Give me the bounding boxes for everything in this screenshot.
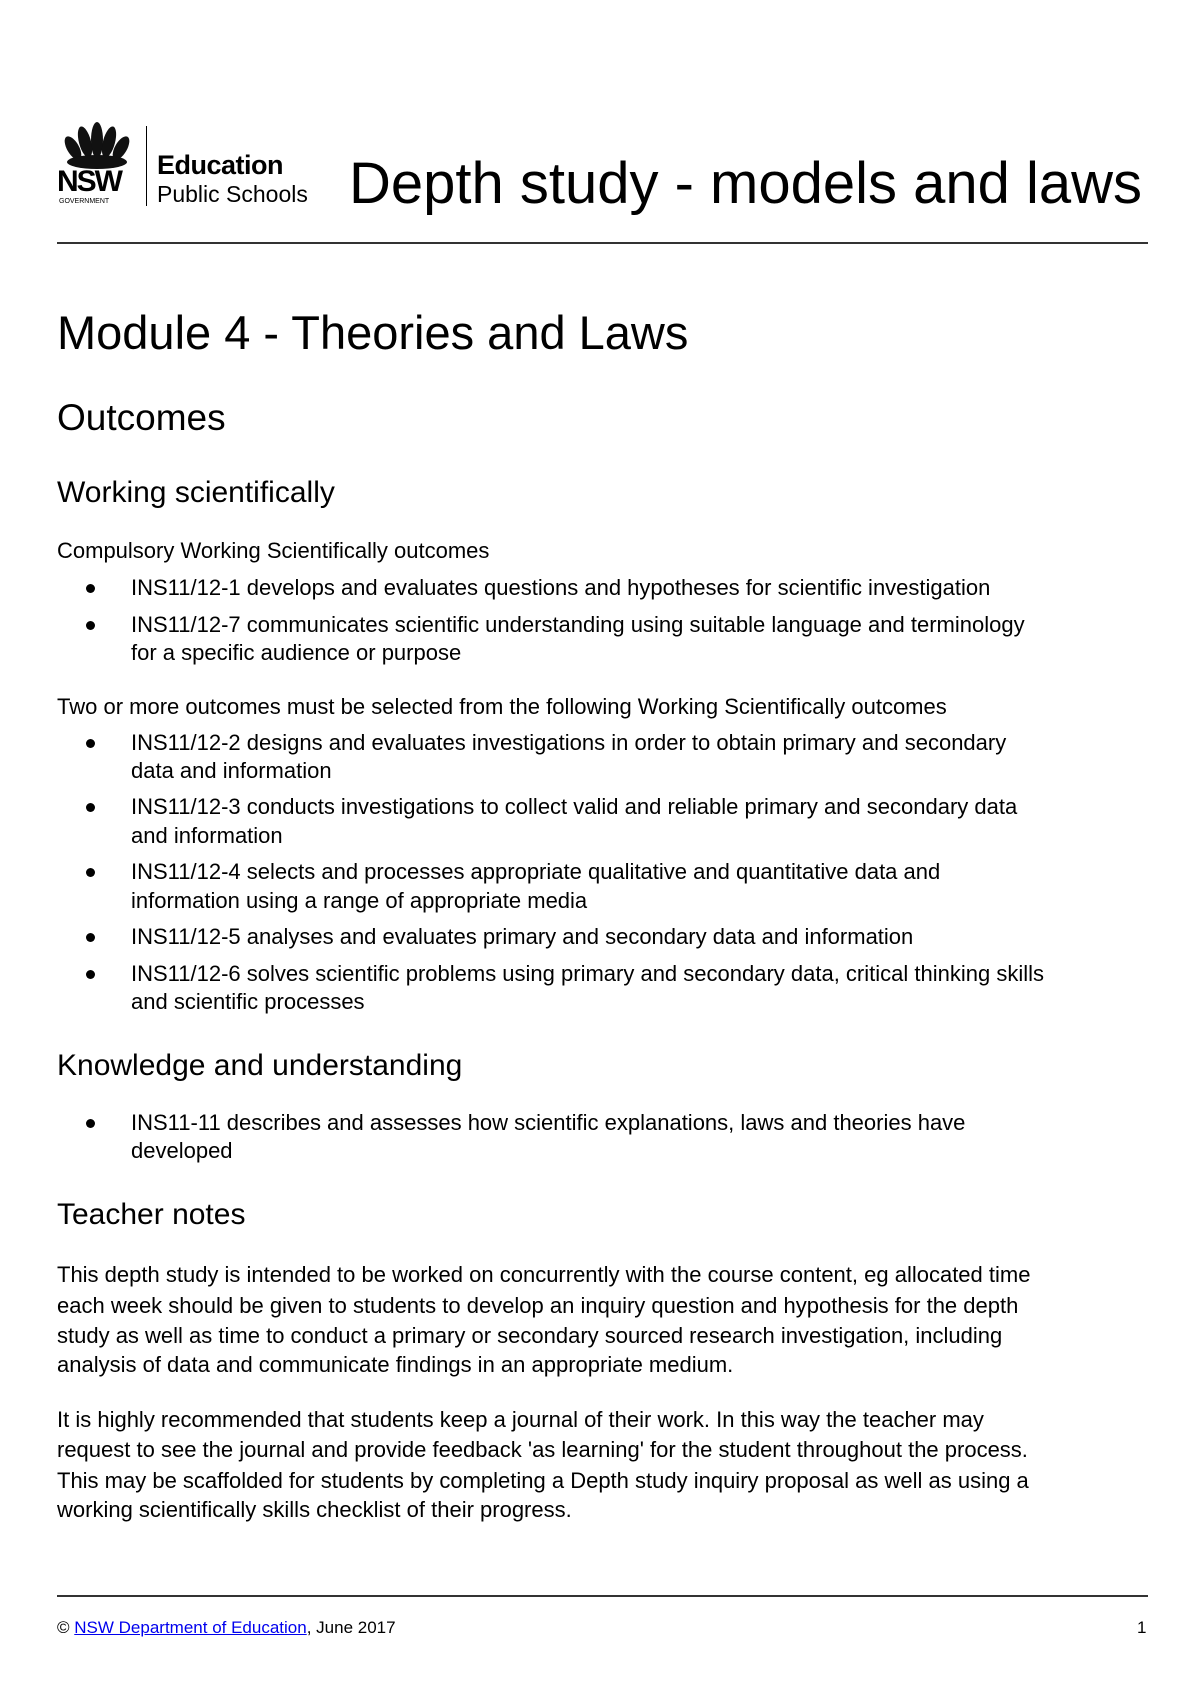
copyright-symbol: © xyxy=(57,1618,70,1637)
footer-divider xyxy=(57,1595,1148,1597)
waratah-logo-icon xyxy=(57,120,137,170)
list-item-text: INS11/12-1 develops and evaluates questions and hypotheses for scientific investigation xyxy=(131,575,991,600)
logo-public-schools: Public Schools xyxy=(157,181,308,207)
paragraph-line: request to see the journal and provide feedback 'as learning' for the student throughout the process. xyxy=(57,1437,1028,1462)
list-item-text: for a specific audience or purpose xyxy=(131,640,462,665)
list-item-text: INS11/12-3 conducts investigations to collect valid and reliable primary and secondary data xyxy=(131,794,1018,819)
paragraph-line: each week should be given to students to develop an inquiry question and hypothesis for the depth xyxy=(57,1293,1019,1318)
bullet-icon xyxy=(86,803,95,812)
compulsory-intro: Compulsory Working Scientifically outcomes xyxy=(57,538,490,563)
footer-copyright xyxy=(57,1618,396,1638)
optional-intro: Two or more outcomes must be selected from the following Working Scientifically outcomes xyxy=(57,694,947,719)
logo-nsw: NSW xyxy=(57,165,121,198)
bullet-icon xyxy=(86,1119,95,1128)
logo-education: Education xyxy=(157,150,284,180)
paragraph-line: study as well as time to conduct a primary or secondary sourced research investigation, including xyxy=(57,1323,1003,1348)
knowledge-heading: Knowledge and understanding xyxy=(57,1049,463,1082)
nsw-department-link[interactable]: NSW Department of Education xyxy=(74,1618,307,1637)
list-item-text: INS11/12-6 solves scientific problems using primary and secondary data, critical thinking skills xyxy=(131,961,1044,986)
module-title: Module 4 - Theories and Laws xyxy=(57,306,689,359)
bullet-icon xyxy=(86,970,95,979)
bullet-icon xyxy=(86,584,95,593)
paragraph-line: It is highly recommended that students keep a journal of their work. In this way the teacher may xyxy=(57,1407,984,1432)
list-item-text: developed xyxy=(131,1138,233,1163)
outcomes-heading: Outcomes xyxy=(57,397,226,438)
page-number: 1 xyxy=(1137,1618,1147,1637)
list-item-text: information using a range of appropriate media xyxy=(131,888,588,913)
nsw-logo xyxy=(57,120,337,210)
paragraph-line: This may be scaffolded for students by completing a Depth study inquiry proposal as well as using a xyxy=(57,1468,1029,1493)
list-item-text: INS11/12-4 selects and processes appropriate qualitative and quantitative data and xyxy=(131,859,941,884)
logo-divider xyxy=(146,126,147,206)
header-divider xyxy=(57,242,1148,244)
paragraph-line: working scientifically skills checklist of their progress. xyxy=(57,1497,572,1522)
bullet-icon xyxy=(86,739,95,748)
footer-date: , June 2017 xyxy=(306,1618,396,1637)
document-title: Depth study - models and laws xyxy=(349,151,1143,216)
list-item-text: INS11/12-5 analyses and evaluates primary and secondary data and information xyxy=(131,924,914,949)
list-item-text: INS11/12-2 designs and evaluates investigations in order to obtain primary and secondary xyxy=(131,730,1007,755)
teacher-notes-heading: Teacher notes xyxy=(57,1198,246,1231)
list-item-text: INS11/12-7 communicates scientific understanding using suitable language and terminology xyxy=(131,612,1025,637)
bullet-icon xyxy=(86,868,95,877)
bullet-icon xyxy=(86,933,95,942)
paragraph-line: analysis of data and communicate findings in an appropriate medium. xyxy=(57,1352,734,1377)
list-item-text: INS11-11 describes and assesses how scientific explanations, laws and theories have xyxy=(131,1110,966,1135)
list-item-text: and scientific processes xyxy=(131,989,365,1014)
working-scientifically-heading: Working scientifically xyxy=(57,476,335,509)
paragraph-line: This depth study is intended to be worked on concurrently with the course content, eg allocated time xyxy=(57,1262,1031,1287)
bullet-icon xyxy=(86,621,95,630)
logo-government: GOVERNMENT xyxy=(59,198,110,205)
list-item-text: and information xyxy=(131,823,283,848)
list-item-text: data and information xyxy=(131,758,332,783)
